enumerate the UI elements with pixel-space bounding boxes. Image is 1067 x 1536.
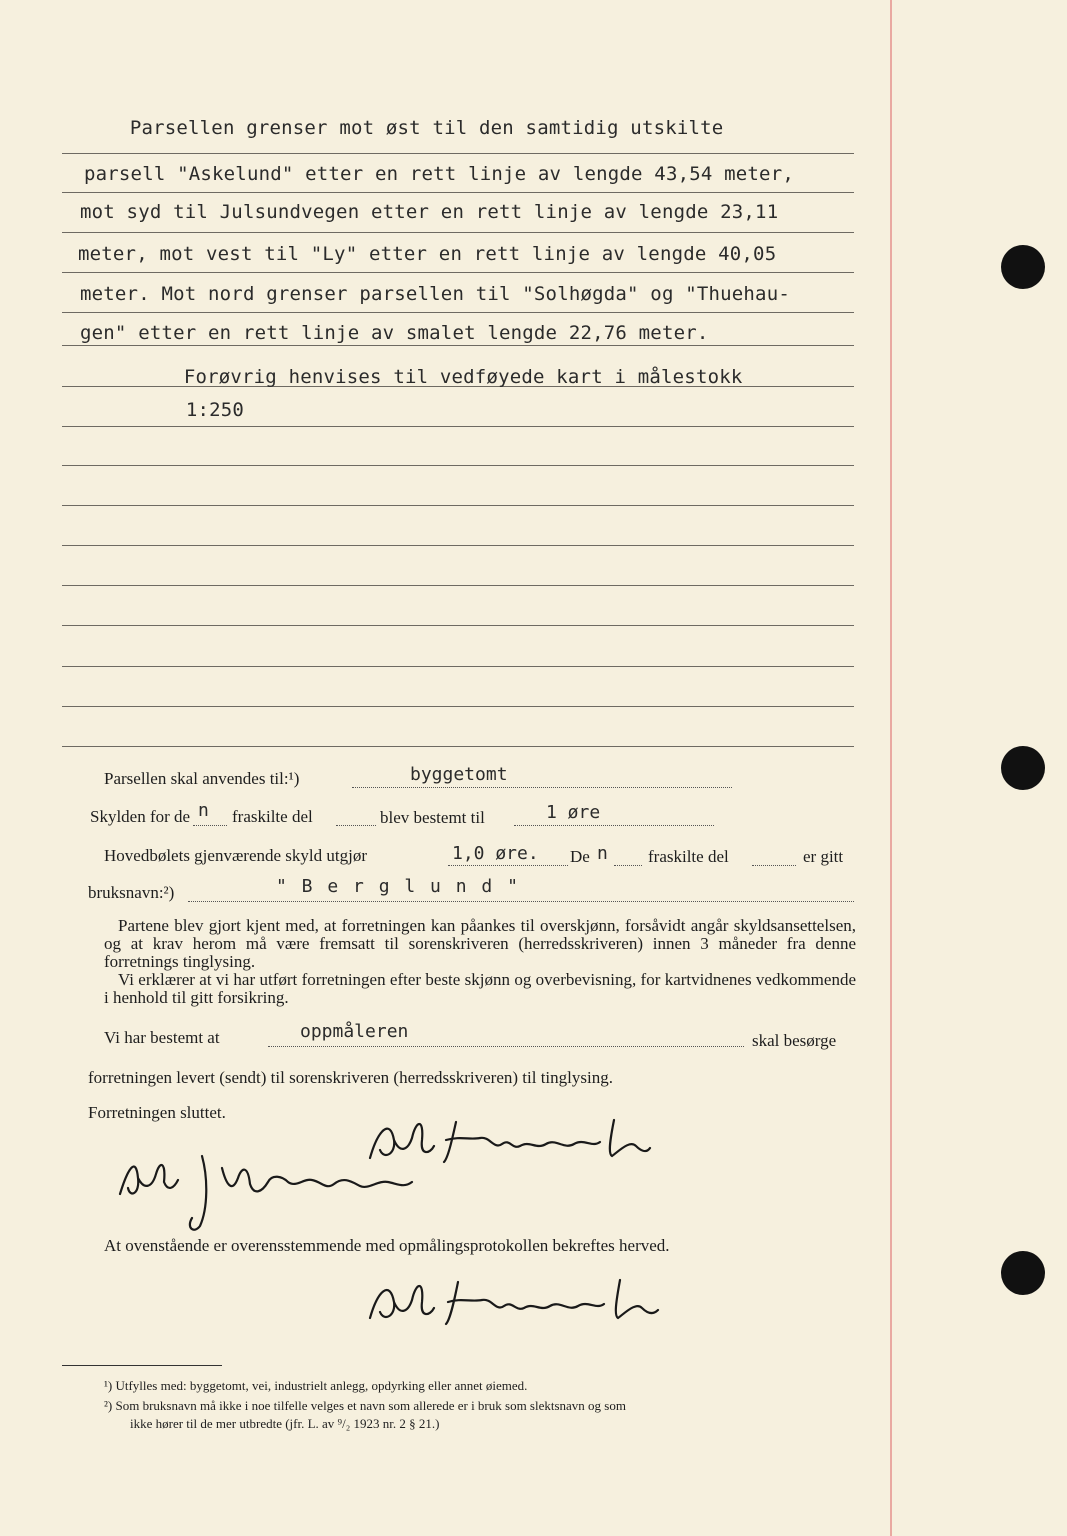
skylden-label-2: fraskilte del [232, 807, 313, 826]
anvendes-value: byggetomt [410, 764, 508, 785]
ruled-line [62, 746, 854, 747]
ruled-line [62, 545, 854, 546]
bruksnavn-value: " B e r g l u n d " [276, 876, 520, 897]
typed-line-3: mot syd til Julsundvegen etter en rett linje av lengde 23,11 [80, 201, 779, 223]
ruled-line [62, 625, 854, 626]
hoved-label: Hovedbølets gjenværende skyld utgjør [104, 846, 367, 865]
anvendes-label: Parsellen skal anvendes til:¹) [104, 769, 300, 788]
sluttet-text: Forretningen sluttet. [88, 1103, 226, 1122]
ruled-line [62, 585, 854, 586]
bestemt-suffix: skal besørge [752, 1031, 837, 1050]
footnote-2a: ²) Som bruksnavn må ikke i noe tilfelle velges et navn som allerede er i bruk som slektsnavn og som [104, 1398, 626, 1413]
ruled-line [62, 153, 854, 154]
legal-text [104, 917, 856, 1007]
typed-line-2: parsell "Askelund" etter en rett linje av lengde 43,54 meter, [84, 163, 794, 185]
ruled-line [62, 666, 854, 667]
dotted-fill-line [752, 864, 796, 866]
typed-line-4: meter, mot vest til "Ly" etter en rett linje av lengde 40,05 [78, 243, 777, 265]
bruksnavn-label: bruksnavn:²) [88, 883, 175, 902]
hoved-gitt: er gitt [803, 847, 844, 866]
footnote-2b: ikke hører til de mer utbredte (jfr. L. av ⁹/₂ 1923 nr. 2 § 21.) [130, 1416, 440, 1431]
dotted-fill-line [514, 824, 714, 826]
footnote-1: ¹) Utfylles med: byggetomt, vei, industrielt anlegg, opdyrking eller annet øiemed. [104, 1378, 528, 1393]
skylden-label-3: blev bestemt til [380, 808, 485, 827]
footnote-rule [62, 1365, 222, 1366]
ruled-line [62, 465, 854, 466]
dotted-fill-line [448, 864, 568, 866]
typed-line-5: meter. Mot nord grenser parsellen til "Solhøgda" og "Thuehau- [80, 283, 790, 305]
signature-3 [360, 1272, 670, 1332]
hoved-value: 1,0 øre. [452, 843, 539, 864]
hoved-fraskilte: fraskilte del [648, 847, 729, 866]
ruled-line [62, 426, 854, 427]
ruled-line [62, 192, 854, 193]
skylden-value: 1 øre [546, 802, 601, 823]
legal-paragraph-1: Partene blev gjort kjent med, at forretningen kan påankes til overskjønn, forsåvidt angår skyldsansettelsen, og at krav herom må være fremsatt til sorenskriveren (herredsskriveren) innen 3 måneder fra denne forretnings tinglysing. [104, 916, 856, 971]
typed-line-1: Parsellen grenser mot øst til den samtidig utskilte [60, 117, 724, 139]
ruled-line [62, 232, 854, 233]
bekreftes-text: At ovenstående er overensstemmende med opmålingsprotokollen bekreftes herved. [104, 1236, 670, 1255]
ruled-line [62, 505, 854, 506]
hoved-den: De [570, 847, 590, 866]
ruled-line [62, 706, 854, 707]
bestemt-label: Vi har bestemt at [104, 1028, 220, 1047]
ruled-line [62, 345, 854, 346]
typed-line-6: gen" etter en rett linje av smalet lengde 22,76 meter. [80, 322, 709, 344]
skylden-n: n [198, 800, 209, 821]
ruled-line [62, 312, 854, 313]
legal-paragraph-2: Vi erklærer at vi har utført forretningen efter beste skjønn og overbevisning, for kartvidnenes vedkommende i henhold til gitt forsikring. [104, 970, 856, 1007]
red-margin-line [890, 0, 892, 1536]
hoved-n: n [597, 843, 608, 864]
dotted-fill-line [336, 824, 376, 826]
dotted-fill-line [614, 864, 642, 866]
punch-hole-middle [1001, 746, 1045, 790]
typed-line-8: 1:250 [116, 399, 245, 421]
punch-hole-top [1001, 245, 1045, 289]
signature-2 [112, 1148, 422, 1238]
dotted-fill-line [268, 1045, 744, 1047]
bestemt-line-2: forretningen levert (sendt) til sorenskriveren (herredsskriveren) til tinglysing. [88, 1068, 613, 1087]
dotted-fill-line [188, 900, 854, 902]
dotted-fill-line [193, 824, 227, 826]
skylden-label-1: Skylden for de [90, 807, 191, 826]
ruled-line [62, 272, 854, 273]
dotted-fill-line [352, 786, 732, 788]
typed-line-7: Forøvrig henvises til vedføyede kart i målestokk [114, 366, 743, 388]
bestemt-value: oppmåleren [300, 1021, 409, 1042]
punch-hole-bottom [1001, 1251, 1045, 1295]
